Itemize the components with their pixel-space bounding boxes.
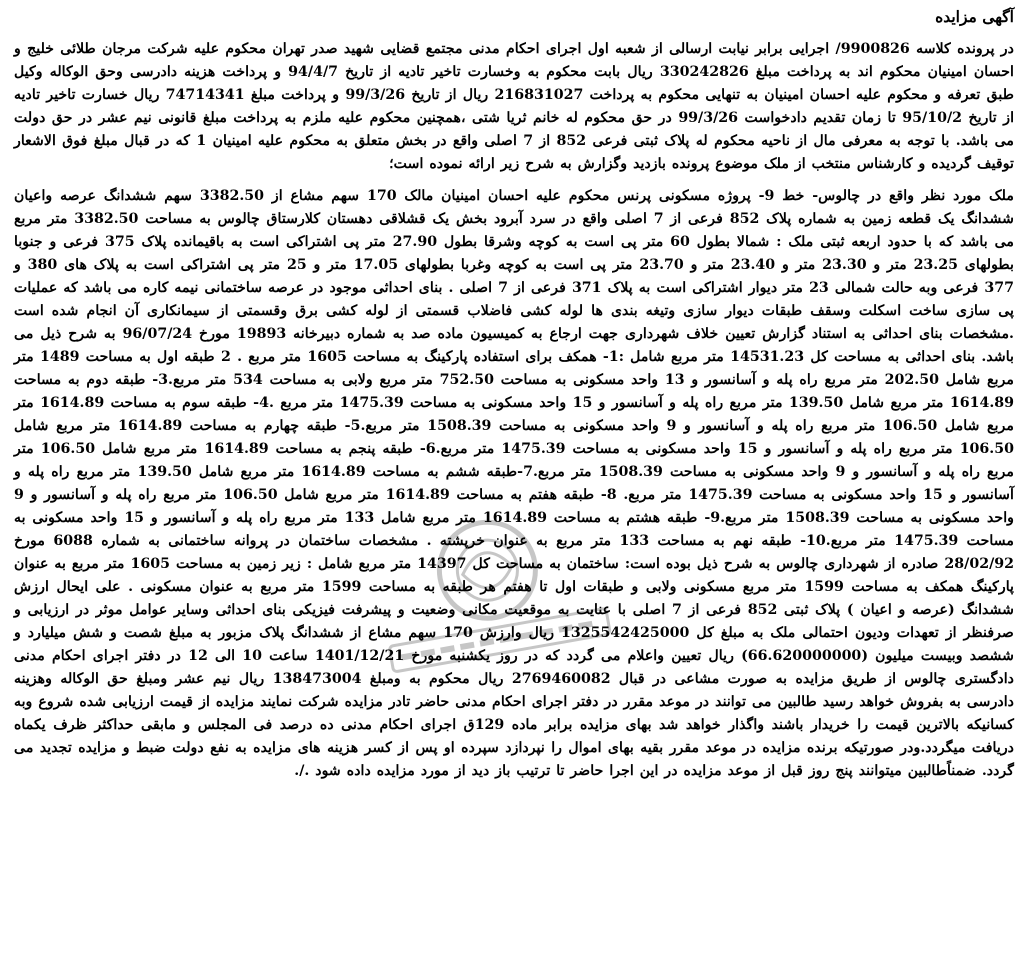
notice-title: آگهی مزایده <box>935 7 1014 26</box>
auction-notice <box>14 6 1014 783</box>
notice-paragraph-case-details: در پرونده کلاسه 9900826/ اجرایی برابر نیابت ارسالی از شعبه اول اجرای احکام مدنی مجتمع قضایی شهید صدر تهران محکوم علیه شرکت مرجان طلائی خلیج و احسان امینیان محکوم اند به پرداخت مبلغ 330242826 ریال بابت محکوم به وخسارت تاخیر تادیه از تاریخ 94/4/7 و پرداخت هزینه دادرسی وحق الوکاله وکیل طبق تعرفه و محکوم علیه احسان امینیان به تنهایی محکوم به پرداخت 216831027 ریال از تاریخ 99/3/26 و پرداخت مبلغ 74714341 ریال خسارت تاخیر تادیه از تاریخ 95/10/2 تا زمان تقدیم دادخواست 99/3/26 در حق محکوم له خانم ثریا شتی ،همچنین محکوم علیه ملزم به پرداخت مبلغ قانونی نیم عشر در حق دولت می باشد. با توجه به معرفی مال از ناحیه محکوم له پلاک ثبتی فرعی 852 از 7 اصلی واقع در بخش متعلق به محکوم علیه امینیان 1 که در قبال مبلغ فوق الاشعار توقیف گردیده و کارشناس منتخب از ملک موضوع پرونده بازدید وگزارش به شرح زیر ارائه نموده است؛ <box>14 41 1015 172</box>
notice-paragraph-property-details: ملک مورد نظر واقع در چالوس- خط 9- پروژه مسکونی پرنس محکوم علیه احسان امینیان مالک 170 سهم مشاع از 3382.50 سهم ششدانگ عرصه واعیان ششدانگ یک قطعه زمین به شماره پلاک 852 فرعی از 7 اصلی واقع در سرد آبرود بخش یک قشلاقی دهستان کلارستاق چالوس به مساحت 3382.50 متر مربع می باشد که با حدود اربعه ثبتی ملک : شمالا بطول 60 متر پی است به کوچه وشرقا بطول 27.90 متر پی اشتراکی است به باقیمانده پلاک 375 فرعی و جنوبا بطولهای 23.25 متر و 23.30 متر و 23.40 متر و 23.70 متر پی است به کوچه وغربا بطولهای 17.05 متر و 25 متر پی اشتراکی است به پلاک های 380 و 377 فرعی وبه حالت شمالی 23 متر دیوار اشتراکی است به پلاک 371 فرعی از 7 اصلی . بنای احداثی موجود در عرصه ساختمانی نیمه کاره می باشد که عملیات پی سازی ساخت اسکلت وسقف طبقات دیوار سازی وتیغه بندی ها لوله کشی فاضلاب قسمتی از لوله کشی برق وقسمتی از سیمانکاری آن انجام شده است .مشخصات بنای احداثی به استناد گزارش تعیین خلاف شهرداری جهت ارجاع به کمیسیون ماده صد به شماره دبیرخانه 19893 مورخ 96/07/24 به شرح ذیل می باشد. بنای احداثی به مساحت کل 14531.23 متر مربع شامل :1- همکف برای استفاده پارکینگ به مساحت 1605 متر مربع . 2 طبقه اول به مساحت 1489 متر مربع شامل 202.50 متر مربع راه پله و آسانسور و 13 واحد مسکونی به مساحت 752.50 متر مربع ولابی به مساحت 534 متر مربع.3- طبقه دوم به مساحت 1614.89 متر مربع شامل 139.50 متر مربع راه پله و آسانسور و 15 واحد مسکونی به مساحت 1475.39 متر مربع .4- طبقه سوم به مساحت 1614.89 متر مربع شامل 106.50 متر مربع راه پله و آسانسور و 9 واحد مسکونی به مساحت 1508.39 متر مربع.5- طبقه چهارم به مساحت 1614.89 متر مربع شامل 106.50 متر مربع راه پله و آسانسور و 15 واحد مسکونی به مساحت 1475.39 متر مربع.6- طبقه پنجم به مساحت 1614.89 متر مربع شامل 106.50 متر مربع راه پله و آسانسور و 9 واحد مسکونی به مساحت 1508.39 متر مربع.7-طبقه ششم به مساحت 1614.89 متر مربع شامل 139.50 متر مربع راه پله و آسانسور و 15 واحد مسکونی به مساحت 1475.39 متر مربع. 8- طبقه هفتم به مساحت 1614.89 متر مربع شامل 106.50 متر مربع راه پله و آسانسور و 9 واحد مسکونی به مساحت 1508.39 متر مربع.9- طبقه هشتم به مساحت 1614.89 متر مربع شامل 133 متر مربع راه پله و آسانسور و 15 واحد مسکونی به مساحت 1475.39 متر مربع.10- طبقه نهم به مساحت 133 متر مربع به عنوان خرپشته . مشخصات ساختمان در پروانه ساختمانی به شماره 6088 مورخ 28/02/92 صادره از شهرداری چالوس به شرح ذیل بوده است: ساختمان به مساحت کل 14397 متر مربع شامل : زیر زمین به مساحت 1605 متر مربع به عنوان پارکینگ همکف به مساحت 1599 متر مربع مسکونی ولابی و طبقات اول تا هفتم هر طبقه به مساحت 1599 متر مربع به عنوان مسکونی . علی ایحال ارزش ششدانگ (عرصه و اعیان ) پلاک ثبتی 852 فرعی از 7 اصلی با عنایت به موقعیت مکانی وضعیت و پیشرفت فیزیکی بنای احداثی وسایر عوامل موثر در ارزیابی و صرفنظر از تعهدات ودیون احتمالی ملک به مبلغ کل 1325542425000 ریال وارزش 170 سهم مشاع از ششدانگ پلاک مزبور به مبلغ شصت و شش میلیارد و ششصد وبیست میلیون (66.620000000) ریال تعیین واعلام می گردد که در روز یکشنبه مورخ 1401/12/21 ساعت 10 الی 12 در دفتر اجرای احکام مدنی دادگستری چالوس از طریق مزایده به صورت مشاعی در قبال 2769460082 ریال محکوم به ومبلغ 138473004 ریال نیم عشر ومبلغ حق الوکاله وهزینه دادرسی به بفروش خواهد رسید طالبین می توانند در موعد مقرر در دفتر اجرای احکام مدنی حاضر تادر مزایده شرکت نمایند مزایده از قیمت ارزیابی شده شروع وبه کسانیکه بالاترین قیمت را خریدار باشند واگذار خواهد شد بهای مزایده برابر ماده 129ق اجرای احکام مدنی ده درصد فی المجلس و مابقی حداکثر ظرف یکماه دریافت میگردد.ودر صورتیکه برنده مزایده در موعد مقرر بقیه بهای اموال را نپردازد سپرده او پس از کسر هزینه های مزایده به نفع دولت ضبط و مزایده تجدید می گردد. ضمناًطالبین میتوانند پنج روز قبل از موعد مزایده در این اجرا حاضر تا ترتیب باز دید از مورد مزایده داده شود ./. <box>14 188 1015 779</box>
